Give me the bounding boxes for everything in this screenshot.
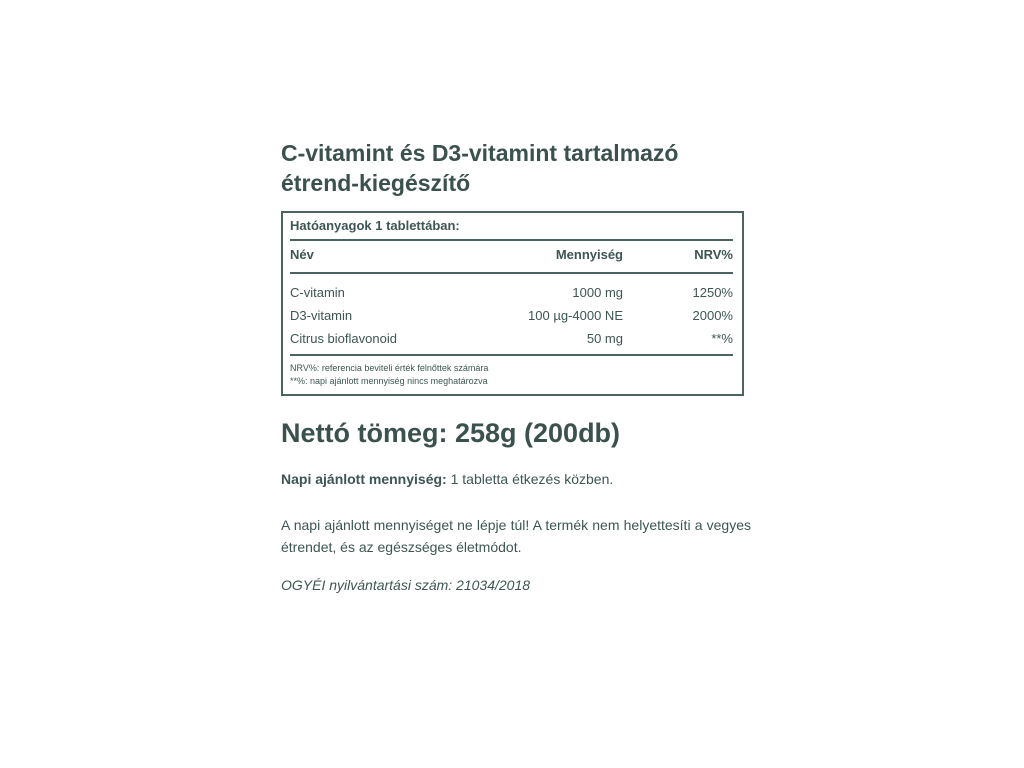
daily-dose-value: 1 tabletta étkezés közben.	[446, 471, 614, 487]
row-amount: 50 mg	[586, 331, 623, 346]
net-weight: Nettó tömeg: 258g (200db)	[281, 418, 621, 448]
column-header-name: Név	[290, 247, 314, 262]
registration-number: OGYÉI nyilvántartási szám: 21034/2018	[281, 577, 531, 593]
row-name: Citrus bioflavonoid	[290, 331, 397, 346]
product-label	[281, 138, 751, 610]
product-title	[281, 138, 751, 198]
row-name: C-vitamin	[290, 285, 345, 300]
table-heading: Hatóanyagok 1 tablettában:	[290, 218, 733, 241]
row-amount: 100 µg-4000 NE	[528, 308, 623, 323]
table-header-row	[290, 241, 733, 274]
daily-dose	[281, 468, 751, 490]
table-body	[290, 274, 733, 356]
title-line-2: étrend-kiegészítő	[281, 170, 471, 196]
row-name: D3-vitamin	[290, 308, 353, 323]
title-line-1: C-vitamint és D3-vitamint tartalmazó	[281, 140, 679, 166]
table-row	[290, 304, 733, 327]
row-amount: 1000 mg	[572, 285, 623, 300]
row-nrv: **%	[711, 331, 733, 346]
column-header-nrv: NRV%	[694, 247, 733, 262]
table-row	[290, 281, 733, 304]
daily-dose-label: Napi ajánlott mennyiség:	[281, 471, 447, 487]
footnote-undefined: **%: napi ajánlott mennyiség nincs meghatározva	[290, 376, 488, 386]
footnote-nrv: NRV%: referencia beviteli érték felnőttek számára	[290, 363, 489, 373]
table-footnotes	[290, 356, 733, 388]
table-row	[290, 327, 733, 350]
ingredients-table	[281, 211, 744, 396]
row-nrv: 2000%	[692, 308, 733, 323]
column-header-amount: Mennyiség	[555, 247, 623, 262]
row-nrv: 1250%	[692, 285, 733, 300]
warning-text: A napi ajánlott mennyiséget ne lépje túl! A termék nem helyettesíti a vegyes étrendet, és az egészséges életmódot.	[281, 517, 751, 555]
